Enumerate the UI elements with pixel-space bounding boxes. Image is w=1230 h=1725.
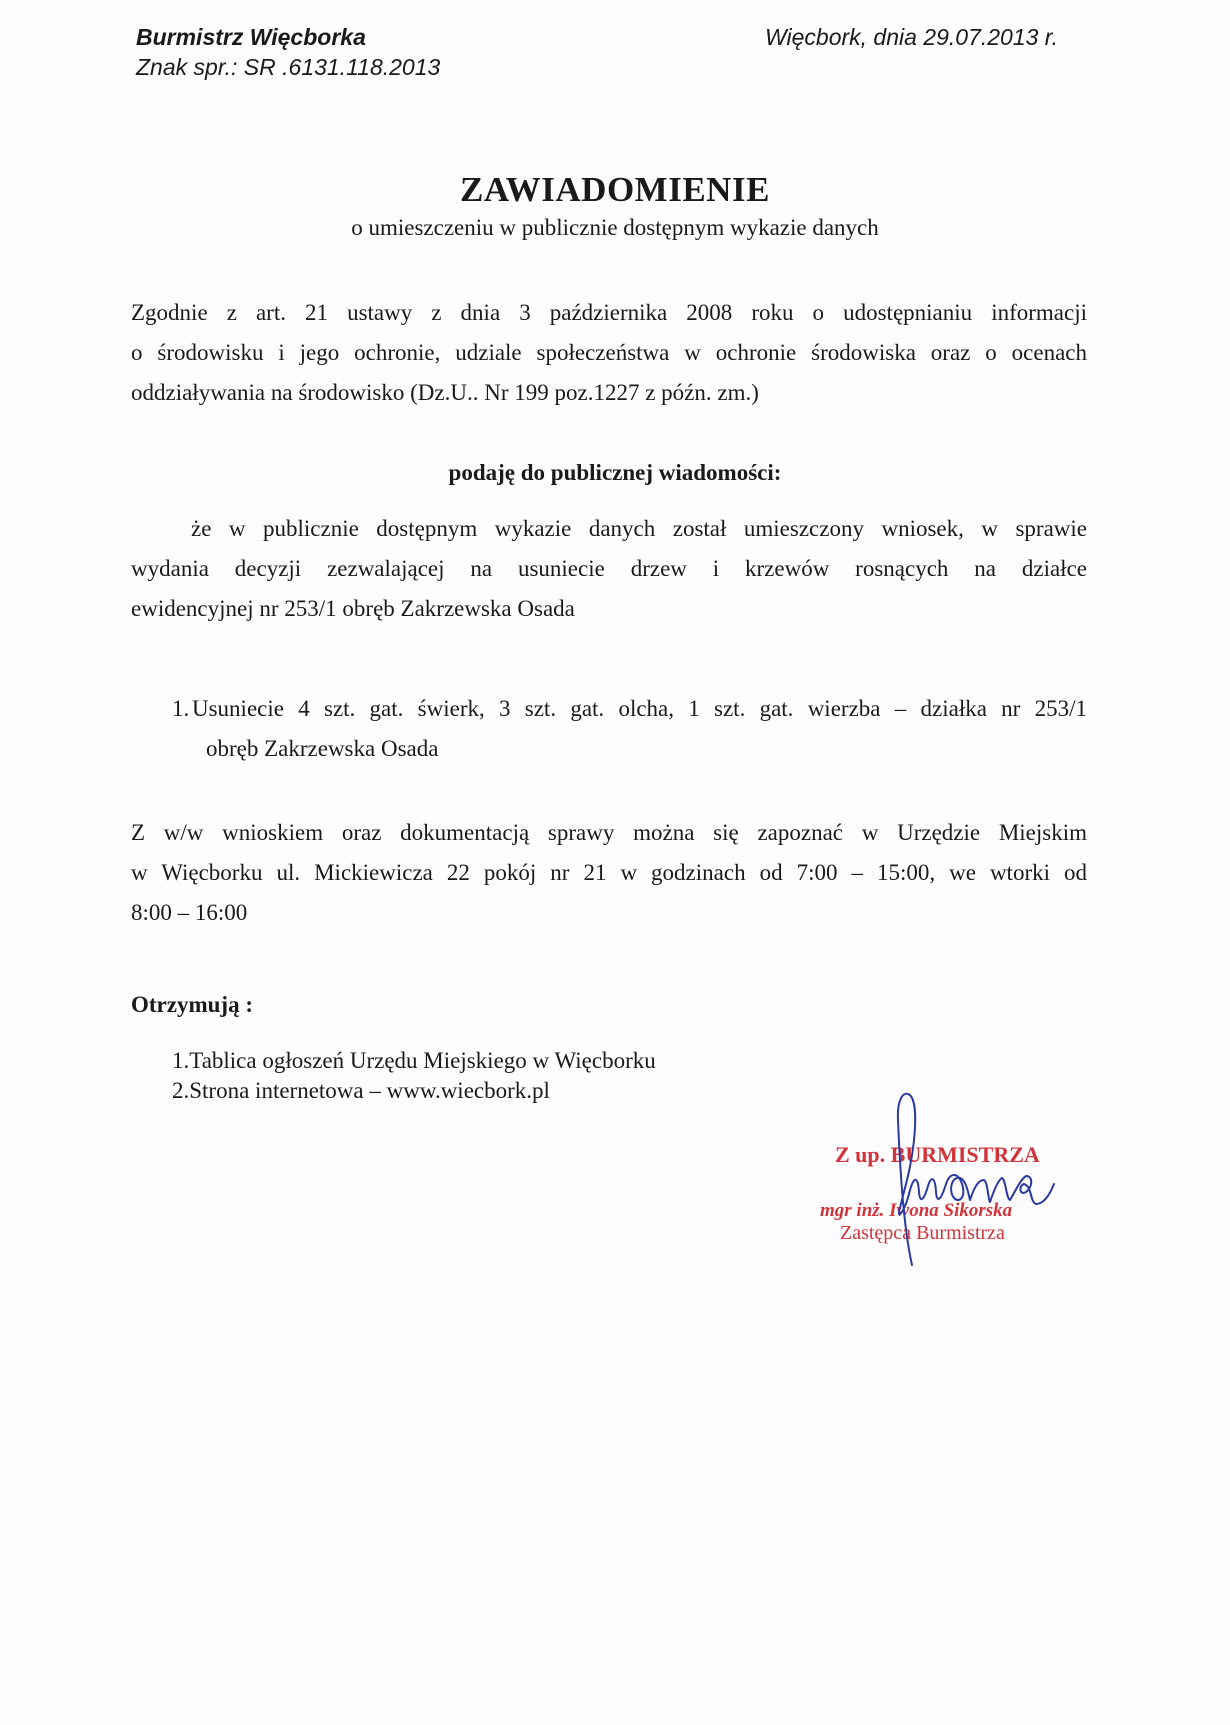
body-line: wydania decyzji zezwalającej na usuniecie drzew i krzewów rosnących na działce	[131, 556, 1087, 581]
body-paragraph	[131, 509, 1087, 629]
signature-stamp	[800, 1080, 1080, 1280]
recipients-list	[172, 1046, 656, 1106]
recipients-heading: Otrzymują :	[131, 992, 253, 1017]
announcement-heading: podaję do publicznej wiadomości:	[448, 460, 782, 485]
stamp-position: Zastępca Burmistrza	[840, 1222, 1005, 1244]
handwritten-signature-icon	[800, 1080, 1080, 1280]
intro-line: oddziaływania na środowisko (Dz.U.. Nr 199 poz.1227 z późn. zm.)	[131, 380, 759, 405]
intro-paragraph	[131, 293, 1087, 413]
reference-number: Znak spr.: SR .6131.118.2013	[136, 54, 441, 80]
document-subtitle: o umieszczeniu w publicznie dostępnym wykazie danych	[351, 215, 879, 240]
recipient-number: 2.	[172, 1078, 190, 1103]
info-line: 8:00 – 16:00	[131, 900, 248, 925]
info-paragraph	[131, 813, 1087, 933]
info-line: w Więcborku ul. Mickiewicza 22 pokój nr 21 w godzinach od 7:00 – 15:00, we wtorki od	[131, 860, 1087, 885]
intro-line: o środowisku i jego ochronie, udziale społeczeństwa w ochronie środowiska oraz o ocenach	[131, 340, 1087, 365]
stamp-authorization: Z up. BURMISTRZA	[835, 1142, 1040, 1167]
stamp-name: mgr inż. Iwona Sikorska	[820, 1200, 1013, 1221]
removal-item	[192, 689, 1087, 769]
intro-line: Zgodnie z art. 21 ustawy z dnia 3 października 2008 roku o udostępnianiu informacji	[131, 300, 1087, 325]
recipient-item	[172, 1046, 656, 1076]
item-line: obręb Zakrzewska Osada	[206, 736, 439, 761]
recipient-text: Strona internetowa – www.wiecbork.pl	[189, 1078, 550, 1103]
recipient-item	[172, 1076, 656, 1106]
recipient-text: Tablica ogłoszeń Urzędu Miejskiego w Więcborku	[189, 1048, 656, 1073]
info-line: Z w/w wnioskiem oraz dokumentacją sprawy można się zapoznać w Urzędzie Miejskim	[131, 820, 1087, 845]
item-line: Usuniecie 4 szt. gat. świerk, 3 szt. gat. olcha, 1 szt. gat. wierzba – działka nr 253/1	[192, 696, 1087, 721]
place-and-date: Więcbork, dnia 29.07.2013 r.	[765, 24, 1059, 50]
body-line: że w publicznie dostępnym wykazie danych został umieszczony wniosek, w sprawie	[191, 516, 1087, 541]
body-line: ewidencyjnej nr 253/1 obręb Zakrzewska Osada	[131, 596, 575, 621]
item-number: 1.	[172, 696, 190, 721]
recipient-number: 1.	[172, 1048, 190, 1073]
document-title: ZAWIADOMIENIE	[460, 170, 770, 209]
issuing-authority: Burmistrz Więcborka	[136, 24, 366, 50]
